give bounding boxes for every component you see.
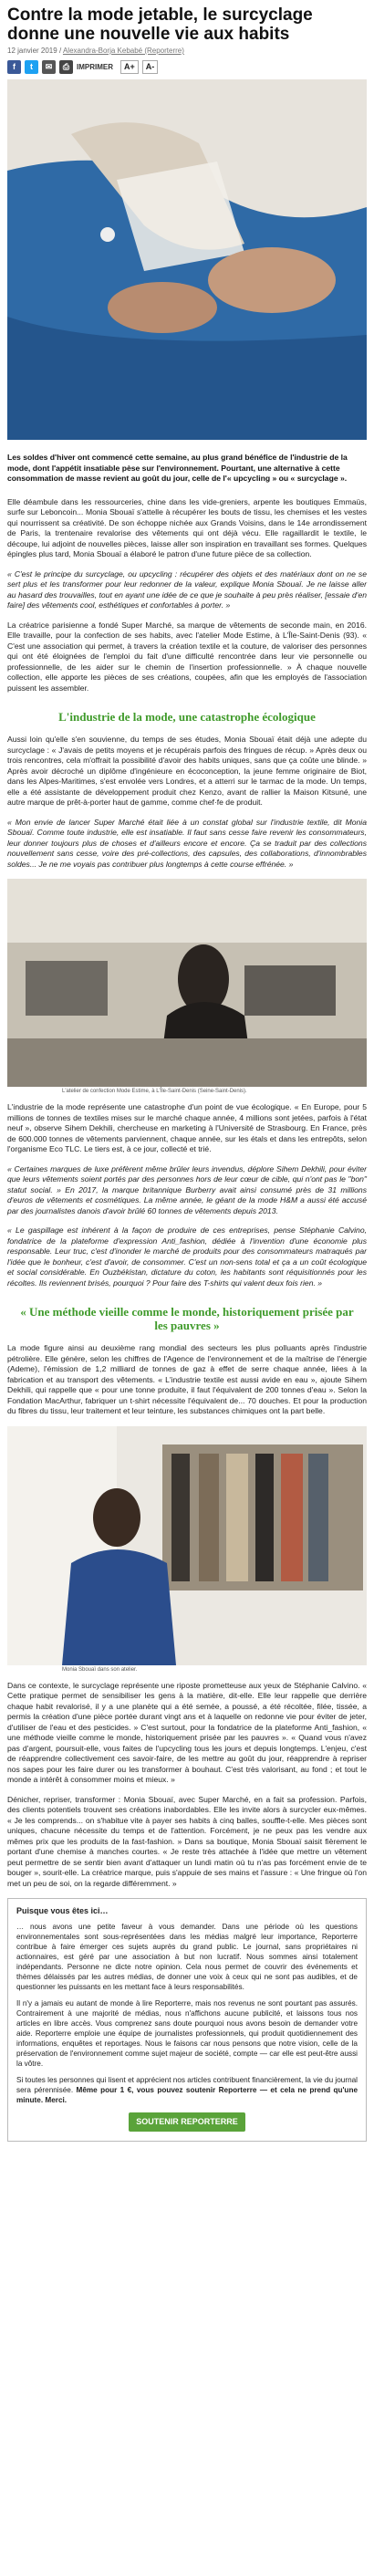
quote-paragraph: « Le gaspillage est inhérent à la façon de produire de ces entreprises, pense Stéphanie Calvino, fondatrice de la plateforme d'expression Anti_fashion, dédiée à l'invention d'une économie plus responsable. Leur truc, c'est d'inonder le marché de produits pour des consommateurs matraqués par l'idée que le bonheur, c'est d'avoir, de consommer. C'est un non-sens total et ça a un coût écologique et social considérable. En Ouzbékistan, dictature du coton, les habitants sont réquisitionnés pour les récoltes. Ils reviennent brisés, pourquoi ? Pour faire des T-shirts qui valent deux fois rien. » [7,1225,367,1288]
paragraph: La mode figure ainsi au deuxième rang mondial des secteurs les plus polluants après l'industrie pétrolière. Elle génère, selon les chiffres de l'Agence de l'environnement et de la maîtrise de l'énergie (Ademe), l'émission de 1,2 milliard de tonnes de gaz à effet de serre chaque année, liées à la fabrication et au transport des vêtements. « L'industrie textile est aussi avide en eau », ajoute Sihem Dekhili, qui rappelle que « pour une tonne produite, il faut l'équivalent de 200 tonnes d'eau ». Selon la Fondation MacArthur, fabriquer un t-shirt nécessite l'équivalent de... 70 douches. Et pour la production du fibres du tissu, leur traitement et leur teinture, les substances chimiques ont la part belle. [7,1343,367,1415]
paragraph: Dénicher, repriser, transformer : Monia Sbouaï, avec Super Marché, en a fait sa profession. Parfois, des clients potentiels trouvent ses créations inabordables. Elle les invite alors à surcycler eux-mêmes. « Je les comprends... on s'habitue vite à payer ses habits à cinq balles, souffle-t-elle. Mes pièces sont uniques, chacune nécessite du temps et de l'attention. Forcément, je ne peux pas les vendre aux mêmes prix que les produits de la fast-fashion. » Dans sa boutique, Monia Sbouaï saisit fièrement le portant d'une chemise à manches courtes. « Je reste très attachée à l'idée que mettre un vêtement peut permettre de se sentir bien avant d'attaquer un lundi matin où tu n'as pas forcément envie de te bouger », sourit-elle. La créatrice marque, puis s'appuie de ses mains et l'assure : « Une fringue où l'on met un peu de soi, on la regarde différemment. » [7,1794,367,1888]
quote-paragraph: « Mon envie de lancer Super Marché était liée à un constat global sur l'industrie textile, dit Monia Sbouaï. Comme toute industrie, elle est insatiable. Il faut sans cesse faire revenir les consommateurs, leur donner toujours plus de choses et d'ailleurs encore et encore. Ça se traduit par des collections nouvellement sans cesse, voire des pré-collections, des capsules, des collaborations, d'innombrables soldes... Je ne me voyais pas contribuer plus longtemps à cette course effrénée. » [7,817,367,869]
section-heading: « Une méthode vieille comme le monde, historiquement prisée par les pauvres » [20,1305,354,1332]
support-paragraph: Il n'y a jamais eu autant de monde à lire Reporterre, mais nos revenus ne sont pourtant pas assurés. Contrairement à une majorité de médias, nous n'affichons aucune publicité, et laissons tous nos articles en libre accès. Vous comprenez sans doute pourquoi nous avons besoin de demander votre aide. Reporterre emploie une équipe de journalistes professionnels, qui produit quotidiennement des informations, enquêtes et reportages. Nous le faisons car nous pensons que notre vision, celle de la préservation de l'environnement comme sujet majeur de société, compte — car elle est peut-être aussi la vôtre. [16,1999,358,2068]
article-date: 12 janvier 2019 [7,47,57,55]
article-title: Contre la mode jetable, le surcyclage donne une nouvelle vie aux habits [7,5,313,44]
paragraph: Aussi loin qu'elle s'en souvienne, du temps de ses études, Monia Sbouaï était déjà une adepte du surcyclage : « J'avais de petits moyens et je récupérais parfois des fringues de récup. » Après deux ou trois rencontres, cela m'offrait la possibilité d'avoir des habits uniques, sans que ça coûte une blinde. » Après avoir décroché un diplôme d'ingénieure en écoconception, la jeune femme originaire de Biot, dans les Alpes-Maritimes, s'est envolée vers Londres, et a atterri sur le tarmac de la mode. Un temps, elle a été assistante de développement produit chez Kenzo, avant de rallier la Maison Kitsuné, une autre marque de prêt-à-porter haut de gamme, comme chef·fe de produit. [7,735,367,807]
support-title: Puisque vous êtes ici… [16,1906,109,1915]
photo-caption: Monia Sbouaï dans son atelier. [62,1666,138,1673]
paragraph: Dans ce contexte, le surcyclage représente une riposte prometteuse aux yeux de Stéphanie Calvino. « Cette pratique permet de sensibiliser les gens à la matière, dit-elle. Elle leur rappelle que derrière chaque habit revalorisé, il y a une planète qui a été semée, a poussé, a été récoltée, filée, tissée, a permis la création d'une pièce portée durant vingt ans et à laquelle on redonne vie pour éviter de jeter, d'utiliser de l'eau et des pesticides. » C'est surtout, pour la fondatrice de la plateforme Anti_fashion, « une méthode vieille comme le monde, historiquement prisée par les pauvres ». « Quand vous n'avez pas d'argent, poursuit-elle, vous faites de l'upcycling tous les jours et depuis longtemps. L'enjeu, c'est de réapprendre collectivement ces savoir-faire, de les mettre au goût du jour, réapprendre à repriser nos sapes pour les faire durer ou les transformer à bouhaut. C'est très valorisant, au fond ; et tout le monde a intérêt à consommer moins et mieux. » [7,1680,367,1784]
paragraph: Elle déambule dans les ressourceries, chine dans les vide-greniers, arpente les boutiques Emmaüs, surfe sur Leboncoin... Monia Sbouaï s'attelle à récupérer les bouts de tissu, les chemises et les vestes qui nourrissent sa créativité. De son échoppe nichée aux Grands Voisins, dans le 14e arrondissement de Paris, la trentenaire revalorise des vêtements qui ont déjà vécu. Elle ragaillardit le textile, le découpe, lui adjoint de nouvelles pièces, laisse aller son inspiration en travaillant ses formes. Quelques épingles plus tard, Monia Sbouaï a élaboré le patron d'une future pièce de sa collection. [7,496,367,558]
print-icon[interactable]: ⎙ [59,60,73,74]
support-button[interactable]: SOUTENIR REPORTERRE [129,2112,245,2132]
support-text: Si toutes les personnes qui lisent et apprécient nos articles contribuent financièrement, la vie du journal sera pérennisée. [16,2076,358,2094]
quote-paragraph: « Certaines marques de luxe préfèrent même brûler leurs invendus, déplore Sihem Dekhili, pour éviter que leurs vêtements soient portés par des personnes hors de leur cœur de cible, qui n'ont pas le "bon" statut social. » En 2017, la marque britannique Burberry avait ainsi consumé près de 31 millions d'euros de vêtements et cosmétiques. La même année, le géant de la mode H&M a aussi été accusé par des journalistes danois d'avoir brûlé 60 tonnes de vêtements depuis 2013. [7,1163,367,1215]
support-paragraph [16,2075,358,2105]
font-decrease-button[interactable]: A- [142,60,159,74]
print-button[interactable]: IMPRIMER [77,62,113,71]
byline-separator: / [57,47,63,55]
support-box [7,1898,367,2142]
quote-paragraph: « C'est le principe du surcyclage, ou upcycling : récupérer des objets et des matériaux dont on ne se sert plus et les transformer pour leur redonner de la valeur, explique Monia Sbouaï. Je ne laisse aller au hasard des trouvailles, tout en ayant une idée de ce que je souhaite à peu près réaliser, [essaie d'en faire] des vêtements cool, esthétiques et confortables à porter. » [7,568,367,610]
article-page [0,5,374,2142]
facebook-icon[interactable]: f [7,60,21,74]
section-heading: L'industrie de la mode, une catastrophe écologique [58,710,316,724]
email-icon[interactable]: ✉ [42,60,56,74]
hero-photo [7,79,367,440]
paragraph: L'industrie de la mode représente une catastrophe d'un point de vue écologique. « En Europe, pour 5 millions de tonnes de textiles mises sur le marché chaque année, 4 millions sont jetées, parfois à l'état neuf », observe Sihem Dekhili, chercheuse en marketing à l'Université de Strasbourg. En France, près de 600.000 tonnes de vêtements parviennent, chaque année, sur les étals et dans les entrepôts, selon l'organisme Eco TLC. Le tiers est, à ce jour, collecté et trié. [7,1102,367,1153]
byline [7,47,367,55]
workshop-photo [7,879,367,1087]
support-bold-text: Même pour 1 €, vous pouvez soutenir Reporterre — et cela ne prend qu'une minute. Merci. [16,2086,358,2104]
paragraph: La créatrice parisienne a fondé Super Marché, sa marque de vêtements de seconde main, en 2016. Elle travaille, pour la confection de ses habits, avec l'atelier Mode Estime, à L'Île-Saint-Denis (93). « C'est une association qui permet, à travers la création textile et la couture, de valoriser des personnes qui ont été éloignées de l'emploi du fait d'une difficulté rencontrée dans leur vie personnelle ou professionnelle, de les aider sur le chemin de l'insertion professionnelle. » À chaque nouvelle collection, elle apporte les pièces de ses créations, coupées, afin que les employés de l'association puissent les assembler. [7,620,367,693]
support-paragraph: … nous avons une petite faveur à vous demander. Dans une période où les questions environnementales sont sous-représentées dans les médias malgré leur importance, Reporterre contribue à faire émerger ces sujets auprès du grand public. Le journal, sans propriétaires ni actionnaires, est géré par une association à but non lucratif. Nous sommes ainsi totalement indépendants. Personne ne dicte notre opinion. Cela nous permet de couvrir des événements et thèmes délaissés par les autres médias, de donner une voix à ceux qui ne sont pas audibles, et de questionner les puissants en les mettant face à leurs responsabilités. [16,1923,358,1991]
share-toolbar [7,59,367,74]
font-increase-button[interactable]: A+ [120,60,139,74]
author-link[interactable]: Alexandra-Borja Kebabé (Reporterre) [62,47,184,55]
article-lead: Les soldes d'hiver ont commencé cette semaine, au plus grand bénéfice de l'industrie de la mode, dont l'appétit insatiable pèse sur l'environnement. Pourtant, une alternative à cette consommation de masse revient au goût du jour, celle de l'« upcycling » ou « surcyclage ». [7,453,348,483]
photo-caption: L'atelier de confection Mode Estime, à L'Île-Saint-Denis (Seine-Saint-Denis). [62,1089,247,1094]
twitter-icon[interactable]: t [25,60,38,74]
designer-photo [7,1426,367,1665]
